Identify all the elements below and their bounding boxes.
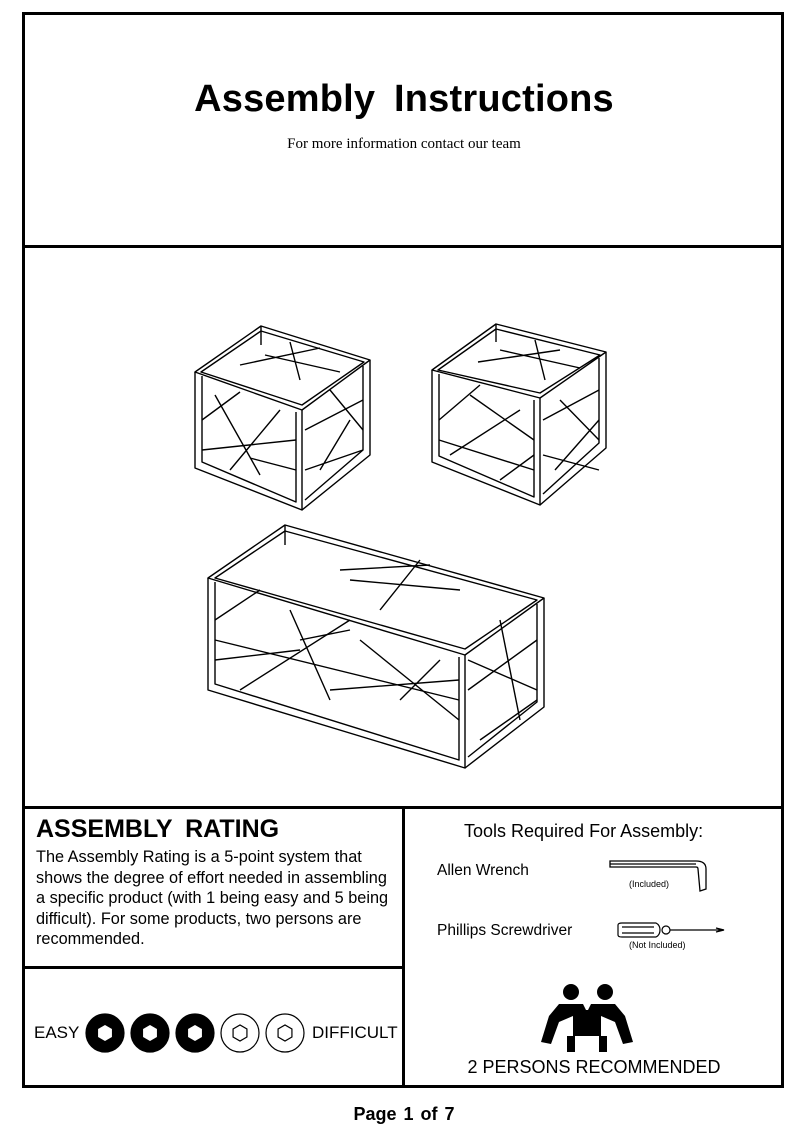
- easy-label: EASY: [34, 1023, 80, 1042]
- page-subtitle: For more information contact our team: [287, 136, 521, 152]
- rating-filled-circle: [86, 1014, 124, 1052]
- end-table-left-icon: [195, 326, 370, 510]
- screwdriver-icon: [616, 921, 728, 939]
- product-illustration: [25, 249, 782, 806]
- tool-allen-wrench-label: Allen Wrench: [437, 862, 529, 879]
- two-persons-icon: [537, 982, 637, 1054]
- tool-screwdriver-label: Phillips Screwdriver: [437, 922, 573, 939]
- rating-scale: [85, 1013, 310, 1053]
- page-title: Assembly Instructions: [194, 78, 614, 120]
- difficult-label: DIFFICULT: [312, 1023, 398, 1042]
- end-table-right-icon: [432, 324, 606, 505]
- bottom-center-divider: [402, 806, 405, 1088]
- rating-empty-circle: [266, 1014, 304, 1052]
- assembly-rating-description: The Assembly Rating is a 5-point system that shows the degree of effort needed in assembling a specific product (with 1 being easy and 5 being difficult). For some products, two persons are recommended.: [36, 848, 389, 949]
- rating-empty-circle: [221, 1014, 259, 1052]
- rating-filled-circle: [131, 1014, 169, 1052]
- coffee-table-icon: [208, 525, 544, 768]
- tool-allen-wrench-note: (Included): [629, 879, 670, 889]
- tools-heading: Tools Required For Assembly:: [464, 821, 704, 841]
- header-divider: [22, 245, 784, 248]
- rating-filled-circle: [176, 1014, 214, 1052]
- persons-recommended-label: 2 PERSONS RECOMMENDED: [467, 1057, 721, 1077]
- rating-divider: [22, 966, 404, 969]
- assembly-rating-heading: ASSEMBLY RATING: [36, 815, 280, 843]
- tool-screwdriver-note: (Not Included): [629, 940, 686, 950]
- page-number: Page 1 of 7: [353, 1104, 455, 1124]
